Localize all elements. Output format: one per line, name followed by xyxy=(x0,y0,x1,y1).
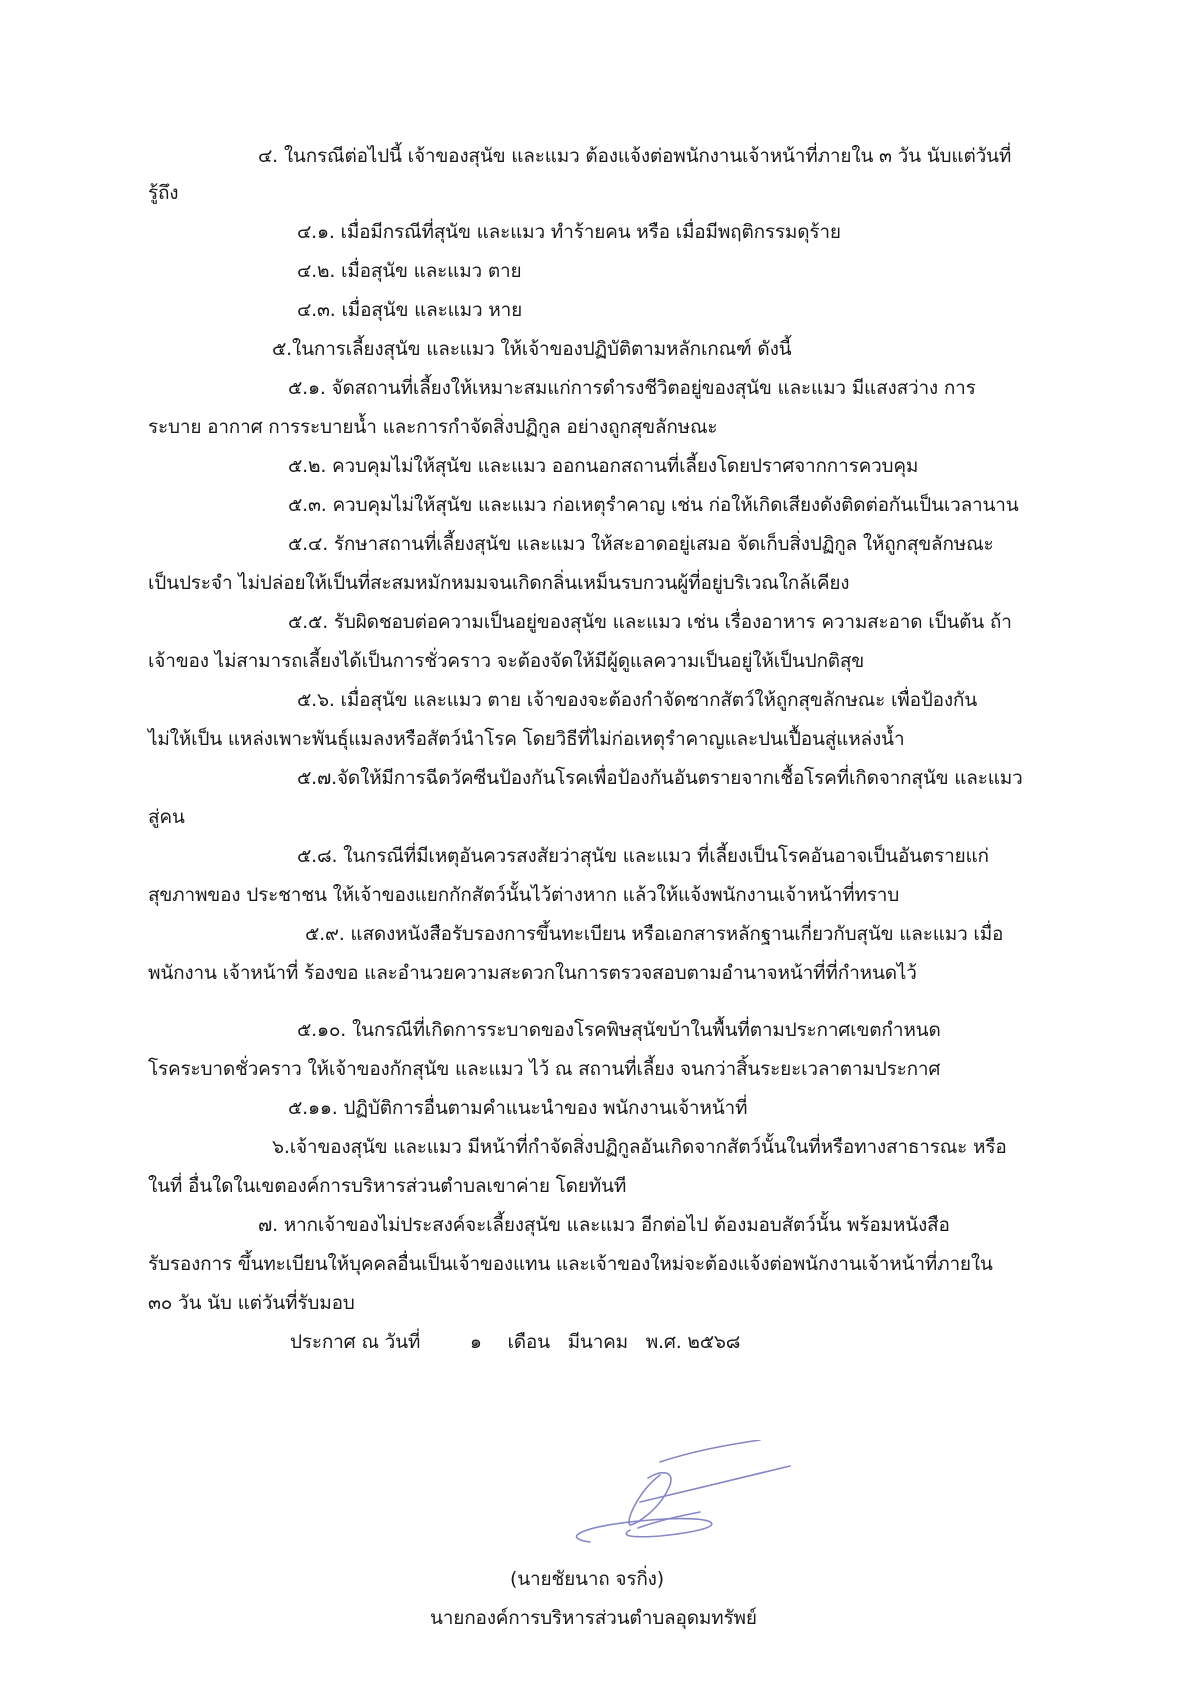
clause-5-9: ๕.๙. แสดงหนังสือรับรองการขึ้นทะเบียน หรือเอกสารหลักฐานเกี่ยวกับสุนัข และแมว เมื่อ xyxy=(305,923,1004,945)
clause-5-10-continued: โรคระบาดชั่วคราว ให้เจ้าของกักสุนัข และแมว ไว้ ณ สถานที่เลี้ยง จนกว่าสิ้นระยะเวลาตามประกาศ xyxy=(148,1058,941,1080)
clause-4-2: ๔.๒. เมื่อสุนัข และแมว ตาย xyxy=(297,260,522,282)
clause-5-10: ๕.๑๐. ในกรณีที่เกิดการระบาดของโรคพิษสุนัขบ้าในพื้นที่ตามประกาศเขตกำหนด xyxy=(297,1019,941,1041)
clause-5-11: ๕.๑๑. ปฏิบัติการอื่นตามคำแนะนำของ พนักงานเจ้าหน้าที่ xyxy=(288,1097,748,1119)
clause-5-9-continued: พนักงาน เจ้าหน้าที่ ร้องขอ และอำนวยความสะดวกในการตรวจสอบตามอำนาจหน้าที่ที่กำหนดไว้ xyxy=(148,962,917,984)
clause-6: ๖.เจ้าของสุนัข และแมว มีหน้าที่กำจัดสิ่งปฏิกูลอันเกิดจากสัตว์นั้นในที่หรือทางสาธารณะ หรือ xyxy=(272,1136,1007,1158)
clause-5-1: ๕.๑. จัดสถานที่เลี้ยงให้เหมาะสมแก่การดำรงชีวิตอยู่ของสุนัข และแมว มีแสงสว่าง การ xyxy=(288,377,976,399)
clause-5-7-continued: สู่คน xyxy=(148,806,185,828)
clause-5-5-continued: เจ้าของ ไม่สามารถเลี้ยงได้เป็นการชั่วคราว จะต้องจัดให้มีผู้ดูแลความเป็นอยู่ให้เป็นปกติสุข xyxy=(148,650,865,672)
clause-7: ๗. หากเจ้าของไม่ประสงค์จะเลี้ยงสุนัข และแมว อีกต่อไป ต้องมอบสัตว์นั้น พร้อมหนังสือ xyxy=(258,1214,950,1236)
clause-4: ๔. ในกรณีต่อไปนี้ เจ้าของสุนัข และแมว ต้องแจ้งต่อพนักงานเจ้าหน้าที่ภายใน ๓ วัน นับแต่วันที่ xyxy=(258,145,1012,167)
announcement-prefix: ประกาศ ณ วันที่ xyxy=(290,1331,421,1353)
clause-5-4: ๕.๔. รักษาสถานที่เลี้ยงสุนัข และแมว ให้สะอาดอยู่เสมอ จัดเก็บสิ่งปฏิกูล ให้ถูกสุขลักษณะ xyxy=(288,533,994,555)
announcement-month: มีนาคม xyxy=(567,1331,628,1353)
clause-5-8: ๕.๘. ในกรณีที่มีเหตุอันควรสงสัยว่าสุนัข และแมว ที่เลี้ยงเป็นโรคอันอาจเป็นอันตรายแก่ xyxy=(297,845,989,867)
announcement-month-label: เดือน xyxy=(507,1331,550,1353)
signatory-name: (นายชัยนาถ จรกิ่ง) xyxy=(510,1568,664,1590)
clause-5-6: ๕.๖. เมื่อสุนัข และแมว ตาย เจ้าของจะต้องกำจัดซากสัตว์ให้ถูกสุขลักษณะ เพื่อป้องกัน xyxy=(297,689,978,711)
announcement-year-label: พ.ศ. xyxy=(645,1331,682,1353)
clause-7-continued: รับรองการ ขึ้นทะเบียนให้บุคคลอื่นเป็นเจ้าของแทน และเจ้าของใหม่จะต้องแจ้งต่อพนักงานเจ้าหน้าที่ภายใน xyxy=(148,1253,993,1275)
signature-image xyxy=(520,1440,800,1550)
clause-4-3: ๔.๓. เมื่อสุนัข และแมว หาย xyxy=(297,299,523,321)
clause-5-7: ๕.๗.จัดให้มีการฉีดวัคซีนป้องกันโรคเพื่อป้องกันอันตรายจากเชื้อโรคที่เกิดจากสุนัข และแมว xyxy=(297,767,1023,789)
announcement-date xyxy=(290,1329,740,1355)
announcement-day: ๑ xyxy=(469,1331,482,1353)
clause-4-continued: รู้ถึง xyxy=(148,182,179,204)
clause-5-2: ๕.๒. ควบคุมไม่ให้สุนัข และแมว ออกนอกสถานที่เลี้ยงโดยปราศจากการควบคุม xyxy=(288,455,919,477)
clause-5-8-continued: สุขภาพของ ประชาชน ให้เจ้าของแยกกักสัตว์นั้นไว้ต่างหาก แล้วให้แจ้งพนักงานเจ้าหน้าที่ทราบ xyxy=(148,884,900,906)
clause-4-1: ๔.๑. เมื่อมีกรณีที่สุนัข และแมว ทำร้ายคน หรือ เมื่อมีพฤติกรรมดุร้าย xyxy=(297,221,841,243)
clause-5: ๕.ในการเลี้ยงสุนัข และแมว ให้เจ้าของปฏิบัติตามหลักเกณฑ์ ดังนี้ xyxy=(272,338,792,360)
announcement-year: ๒๕๖๘ xyxy=(687,1331,741,1353)
clause-5-3: ๕.๓. ควบคุมไม่ให้สุนัข และแมว ก่อเหตุรำคาญ เช่น ก่อให้เกิดเสียงดังติดต่อกันเป็นเวลานาน xyxy=(288,494,1019,516)
clause-5-5: ๕.๕. รับผิดชอบต่อความเป็นอยู่ของสุนัข และแมว เช่น เรื่องอาหาร ความสะอาด เป็นต้น ถ้า xyxy=(288,611,1012,633)
clause-6-continued: ในที่ อื่นใดในเขตองค์การบริหารส่วนตำบลเขาค่าย โดยทันที xyxy=(148,1175,627,1197)
clause-5-1-continued: ระบาย อากาศ การระบายน้ำ และการกำจัดสิ่งปฏิกูล อย่างถูกสุขลักษณะ xyxy=(148,416,718,438)
clause-5-4-continued: เป็นประจำ ไม่ปล่อยให้เป็นที่สะสมหมักหมมจนเกิดกลิ่นเหม็นรบกวนผู้ที่อยู่บริเวณใกล้เคียง xyxy=(148,572,850,594)
signatory-title: นายกองค์การบริหารส่วนตำบลอุดมทรัพย์ xyxy=(430,1607,757,1629)
clause-5-6-continued: ไม่ให้เป็น แหล่งเพาะพันธุ์แมลงหรือสัตว์นำโรค โดยวิธีที่ไม่ก่อเหตุรำคาญและปนเปื้อนสู่แหล่งน้ำ xyxy=(148,728,905,750)
clause-7-continued-2: ๓๐ วัน นับ แต่วันที่รับมอบ xyxy=(148,1292,355,1314)
